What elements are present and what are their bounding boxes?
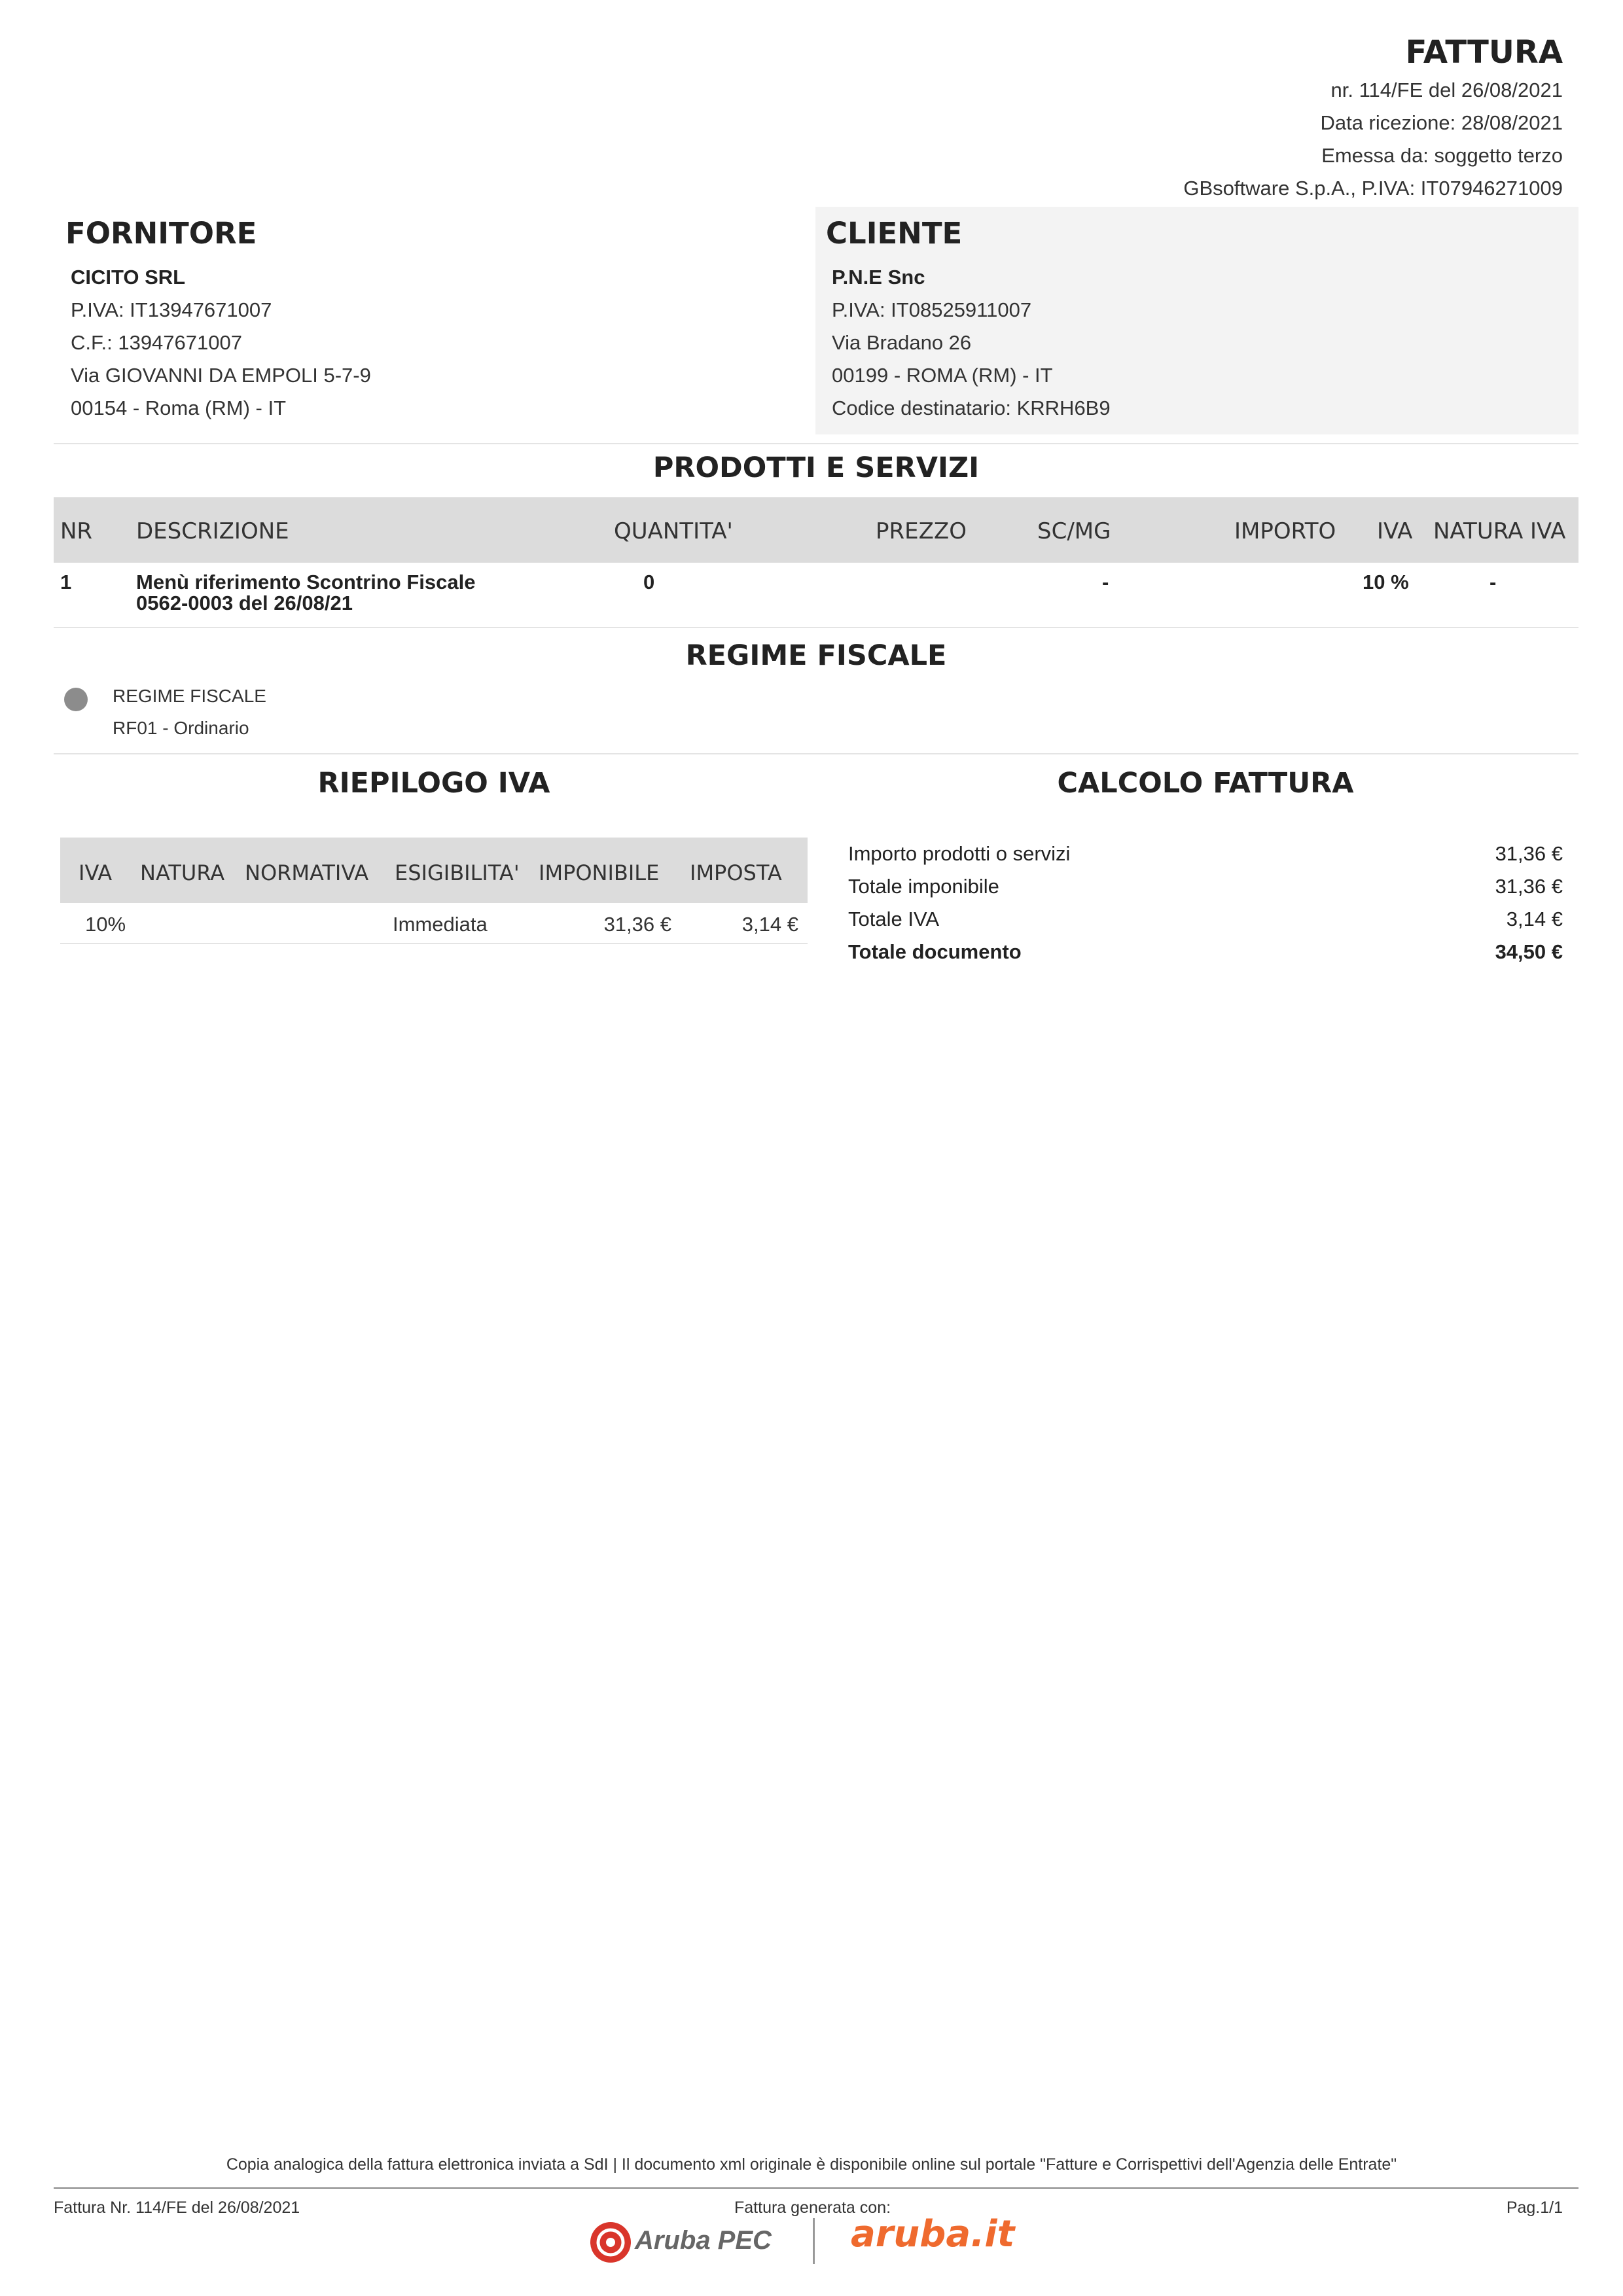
client-heading: CLIENTE [826,216,963,251]
regime-title: REGIME FISCALE [685,639,947,672]
calc-taxable-value: 31,36 € [1495,875,1563,898]
col-amount: IMPORTO [1234,518,1336,544]
col-description: DESCRIZIONE [136,518,289,544]
col-vat-nature: NATURA IVA [1433,518,1566,544]
vat-summary-title: RIEPILOGO IVA [317,767,550,800]
divider [60,943,808,944]
client-vat: P.IVA: IT08525911007 [832,298,1032,321]
summary-taxable: 31,36 € [603,913,671,936]
calculation-title: CALCOLO FATTURA [1057,767,1354,800]
third-party-issuer: GBsoftware S.p.A., P.IVA: IT07946271009 [1183,177,1563,200]
supplier-name: CICITO SRL [71,266,186,289]
col-taxable: IMPONIBILE [539,860,660,885]
calc-vat-label: Totale IVA [848,908,940,930]
col-discount: SC/MG [1037,518,1111,544]
calc-products-value: 31,36 € [1495,842,1563,865]
divider [54,627,1578,628]
col-chargeability: ESIGIBILITA' [395,860,520,885]
aruba-it-logo: aruba.it [851,2213,1015,2255]
footer-invoice-ref: Fattura Nr. 114/FE del 26/08/2021 [54,2199,300,2217]
row-vat: 10 % [1363,571,1409,593]
row-quantity: 0 [643,571,655,593]
footer-page-number: Pag.1/1 [1506,2199,1563,2217]
divider [54,443,1578,444]
aruba-pec-logo [588,2219,777,2265]
bullet-icon [64,688,88,711]
logo-divider [813,2218,815,2264]
summary-tax: 3,14 € [741,913,798,936]
col-nr: NR [60,518,93,544]
row-description-line1: Menù riferimento Scontrino Fiscale [136,571,476,593]
aruba-pec-logo-text: Aruba PEC [635,2226,772,2255]
calc-total-label: Totale documento [848,940,1022,963]
supplier-tax-code: C.F.: 13947671007 [71,331,242,354]
summary-chargeability: Immediata [393,913,488,936]
regime-value: RF01 - Ordinario [113,718,249,738]
client-recipient-code: Codice destinatario: KRRH6B9 [832,397,1111,419]
supplier-address: Via GIOVANNI DA EMPOLI 5-7-9 [71,364,371,387]
supplier-city: 00154 - Roma (RM) - IT [71,397,287,419]
regime-label: REGIME FISCALE [113,686,266,706]
row-vat-nature: - [1489,571,1497,593]
col-regulation: NORMATIVA [245,860,369,885]
invoice-number: nr. 114/FE del 26/08/2021 [1330,79,1563,101]
client-city: 00199 - ROMA (RM) - IT [832,364,1053,387]
footer-generated-with: Fattura generata con: [734,2199,891,2217]
supplier-heading: FORNITORE [65,216,257,251]
footer-divider [54,2187,1578,2189]
col-vat: IVA [1377,518,1413,544]
client-address: Via Bradano 26 [832,331,972,354]
supplier-vat: P.IVA: IT13947671007 [71,298,272,321]
calc-taxable-label: Totale imponibile [848,875,999,898]
col-vat-rate: IVA [79,860,113,885]
client-name: P.N.E Snc [832,266,925,289]
col-nature: NATURA [140,860,225,885]
issued-by: Emessa da: soggetto terzo [1321,144,1563,167]
products-title: PRODOTTI E SERVIZI [652,451,980,484]
calc-products-label: Importo prodotti o servizi [848,842,1071,865]
summary-vat-rate: 10% [85,913,126,936]
aruba-pec-seal-icon [588,2219,633,2265]
divider [54,753,1578,754]
calc-total-value: 34,50 € [1495,940,1563,963]
col-tax: IMPOSTA [690,860,782,885]
row-description-line2: 0562-0003 del 26/08/21 [136,592,353,614]
row-discount: - [1102,571,1109,593]
col-price: PREZZO [876,518,967,544]
footer-note: Copia analogica della fattura elettronica inviata a SdI | Il documento xml originale è disponibile online sul portale "Fatture e Corrispettivi dell'Agenzia delle Entrate" [226,2155,1397,2174]
col-quantity: QUANTITA' [614,518,733,544]
reception-date: Data ricezione: 28/08/2021 [1320,111,1563,134]
document-title: FATTURA [1405,34,1563,71]
row-nr: 1 [60,571,72,593]
calc-vat-value: 3,14 € [1506,908,1563,930]
